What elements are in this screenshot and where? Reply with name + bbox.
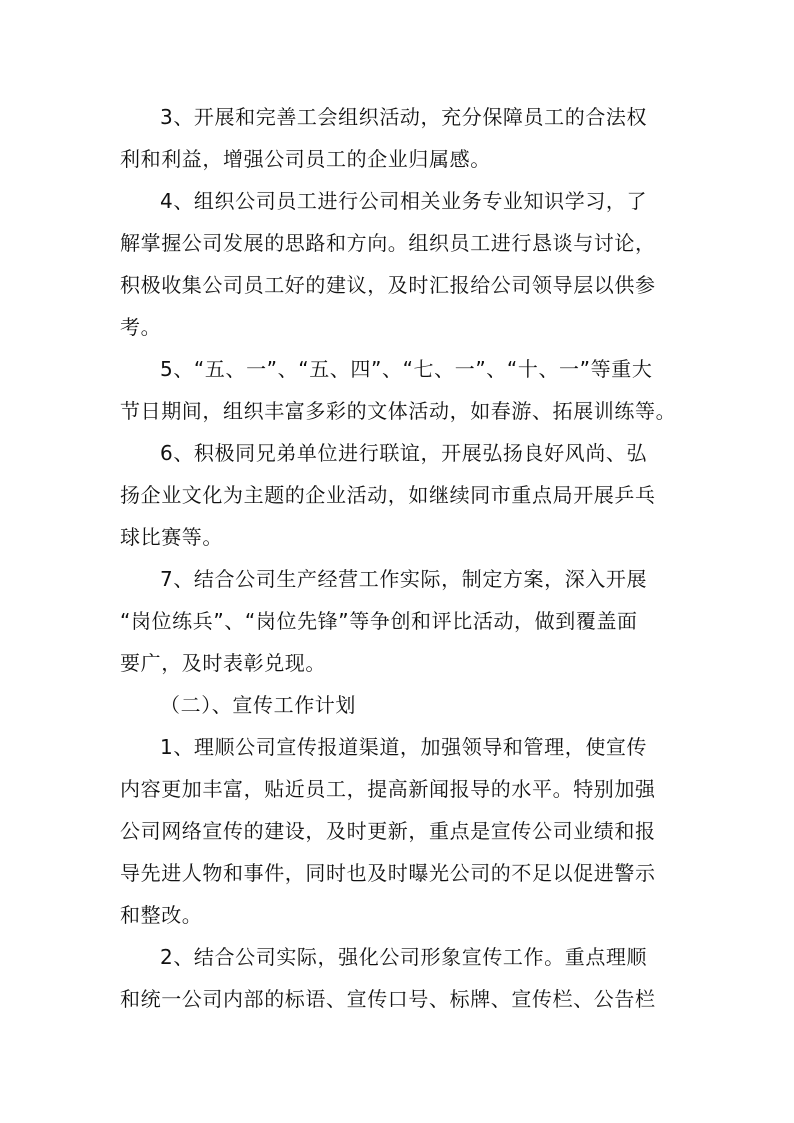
text-line: 扬企业文化为主题的企业活动，如继续同市重点局开展乒乓 bbox=[120, 483, 656, 507]
text-line: 6、积极同兄弟单位进行联谊，开展弘扬良好风尚、弘 bbox=[160, 441, 648, 465]
text-line: 内容更加丰富，贴近员工，提高新闻报导的水平。特别加强 bbox=[120, 777, 656, 801]
text-line: 考。 bbox=[120, 315, 162, 339]
text-line: 解掌握公司发展的思路和方向。组织员工进行恳谈与讨论， bbox=[120, 231, 656, 255]
text-line: 要广，及时表彰兑现。 bbox=[120, 651, 326, 675]
text-line: “岗位练兵”、“岗位先锋”等争创和评比活动，做到覆盖面 bbox=[120, 609, 638, 633]
text-line: 5、“五、一”、“五、四”、“七、一”、“十、一”等重大 bbox=[160, 357, 653, 381]
text-line: 公司网络宣传的建设，及时更新，重点是宣传公司业绩和报 bbox=[120, 819, 656, 843]
text-line: 球比赛等。 bbox=[120, 525, 223, 549]
text-line: 4、组织公司员工进行公司相关业务专业知识学习，了 bbox=[160, 189, 648, 213]
text-line: 3、开展和完善工会组织活动，充分保障员工的合法权 bbox=[160, 105, 648, 129]
text-line: 利和利益，增强公司员工的企业归属感。 bbox=[120, 147, 491, 171]
text-line: 积极收集公司员工好的建议，及时汇报给公司领导层以供参 bbox=[120, 273, 656, 297]
text-line: 2、结合公司实际，强化公司形象宣传工作。重点理顺 bbox=[160, 945, 648, 969]
text-line: 7、结合公司生产经营工作实际，制定方案，深入开展 bbox=[160, 567, 648, 591]
text-line: 导先进人物和事件，同时也及时曝光公司的不足以促进警示 bbox=[120, 861, 656, 885]
text-line: 和统一公司内部的标语、宣传口号、标牌、宣传栏、公告栏 bbox=[120, 987, 656, 1011]
text-line: 节日期间，组织丰富多彩的文体活动，如春游、拓展训练等。 bbox=[120, 399, 677, 423]
text-line: 1、理顺公司宣传报道渠道，加强领导和管理，使宣传 bbox=[160, 735, 648, 759]
section-heading: （二）、宣传工作计划 bbox=[160, 693, 356, 717]
text-line: 和整改。 bbox=[120, 903, 203, 927]
